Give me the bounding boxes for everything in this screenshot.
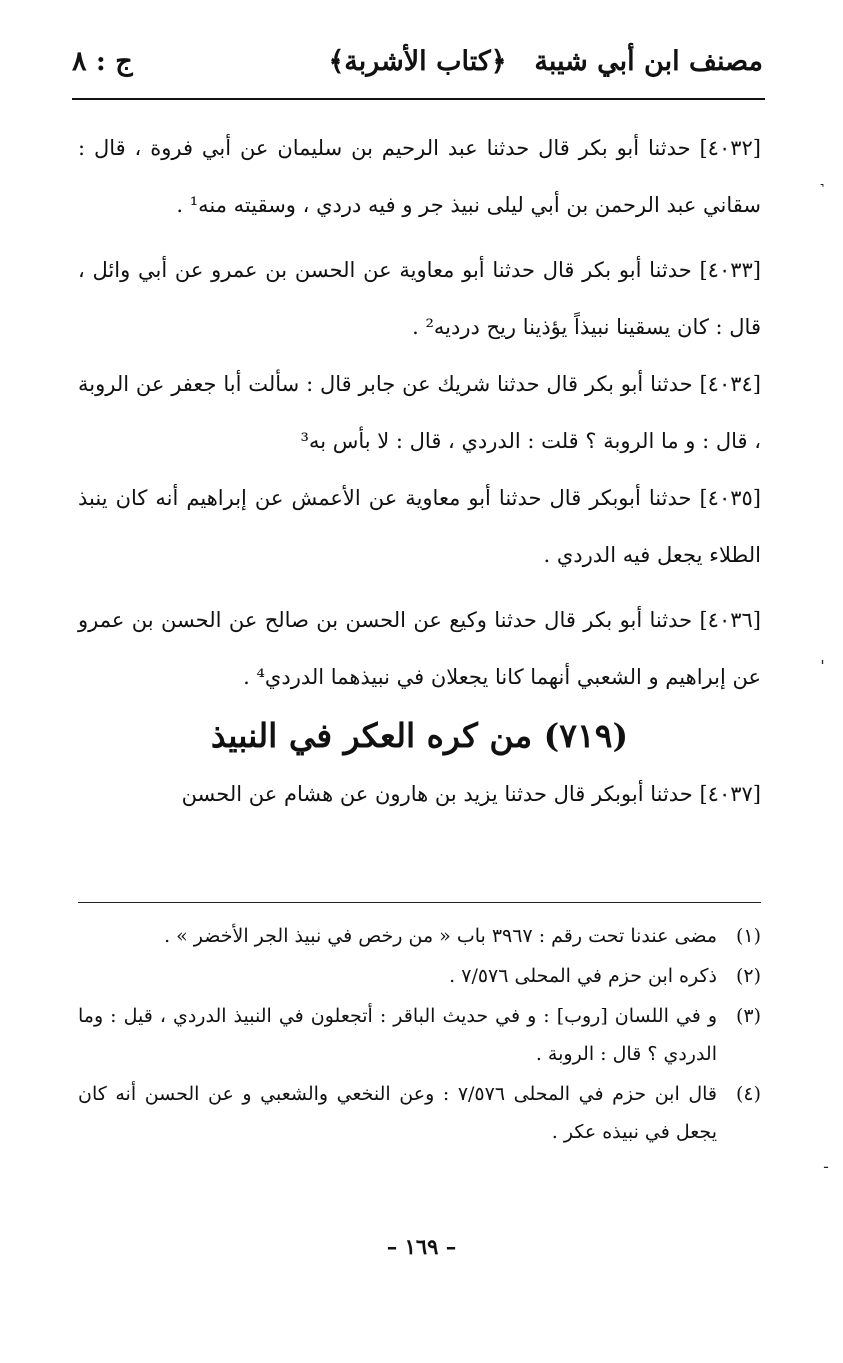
footnote-text: قال ابن حزم في المحلى ٧/٥٧٦ : وعن النخعي والشعبي و عن الحسن أنه كان يجعل في نبيذه عكر . bbox=[78, 1083, 717, 1143]
footnote bbox=[78, 917, 761, 955]
header-divider bbox=[72, 98, 765, 100]
footnote-text: مضى عندنا تحت رقم : ٣٩٦٧ باب « من رخص في نبيذ الجر الأخضر » . bbox=[164, 925, 717, 947]
margin-mark: ˗ bbox=[823, 1156, 829, 1177]
hadith-paragraph: [٤٠٣٢] حدثنا أبو بكر قال حدثنا عبد الرحيم بن سليمان عن أبي فروة ، قال : سقاني عبد الرحمن بن أبي ليلى نبيذ جر و فيه دردي ، وسقيته منه¹ . bbox=[78, 136, 761, 217]
footnote bbox=[78, 1075, 761, 1151]
hadith-paragraph: [٤٠٣٥] حدثنا أبوبكر قال حدثنا أبو معاوية عن الأعمش عن إبراهيم أنه كان ينبذ الطلاء يجعل فيه الدردي . bbox=[78, 486, 761, 567]
hadith-paragraph: [٤٠٣٤] حدثنا أبو بكر قال حدثنا شريك عن جابر قال : سألت أبا جعفر عن الروبة ، قال : و ما الروبة ؟ قلت : الدردي ، قال : لا بأس به³ bbox=[78, 372, 761, 453]
running-header bbox=[72, 46, 763, 92]
volume-number: ج : ٨ bbox=[72, 46, 133, 77]
margin-mark: ˺ bbox=[819, 180, 825, 201]
hadith-paragraph: [٤٠٣٧] حدثنا أبوبكر قال حدثنا يزيد بن هارون عن هشام عن الحسن bbox=[181, 782, 761, 806]
footnote-number: (٣) bbox=[735, 1005, 761, 1027]
margin-mark: ˌ bbox=[820, 646, 825, 667]
footnote-number: (٢) bbox=[735, 965, 761, 987]
book-title: مصنف ابن أبي شيبة bbox=[534, 46, 763, 77]
hadith-paragraph: [٤٠٣٣] حدثنا أبو بكر قال حدثنا أبو معاوية عن الحسن بن عمرو عن أبي وائل ، قال : كان يسقينا نبيذاً يؤذينا ريح درديه² . bbox=[78, 258, 761, 339]
hadith-paragraph: [٤٠٣٦] حدثنا أبو بكر قال حدثنا وكيع عن الحسن بن صالح عن الحسن بن عمرو عن إبراهيم و الشعبي أنهما كانا يجعلان في نبيذهما الدردي⁴ . bbox=[78, 608, 761, 689]
footnote-text: و في اللسان [روب] : و في حديث الباقر : أتجعلون في النبيذ الدردي ، قيل : وما الدردي ؟ قال : الروبة . bbox=[78, 1005, 717, 1065]
footnote-text: ذكره ابن حزم في المحلى ٧/٥٧٦ . bbox=[449, 965, 717, 987]
footnote bbox=[78, 957, 761, 995]
footnote bbox=[78, 997, 761, 1073]
page-number: – ١٦٩ – bbox=[386, 1234, 457, 1259]
chapter-title: ﴿كتاب الأشربة﴾ bbox=[328, 46, 507, 77]
footnotes bbox=[78, 917, 761, 1153]
main-text bbox=[78, 120, 761, 823]
footnote-number: (٤) bbox=[735, 1083, 761, 1105]
footnote-number: (١) bbox=[735, 925, 761, 947]
section-heading: (٧١٩) من كره العكر في النبيذ bbox=[210, 716, 629, 755]
footnote-divider bbox=[78, 902, 761, 903]
